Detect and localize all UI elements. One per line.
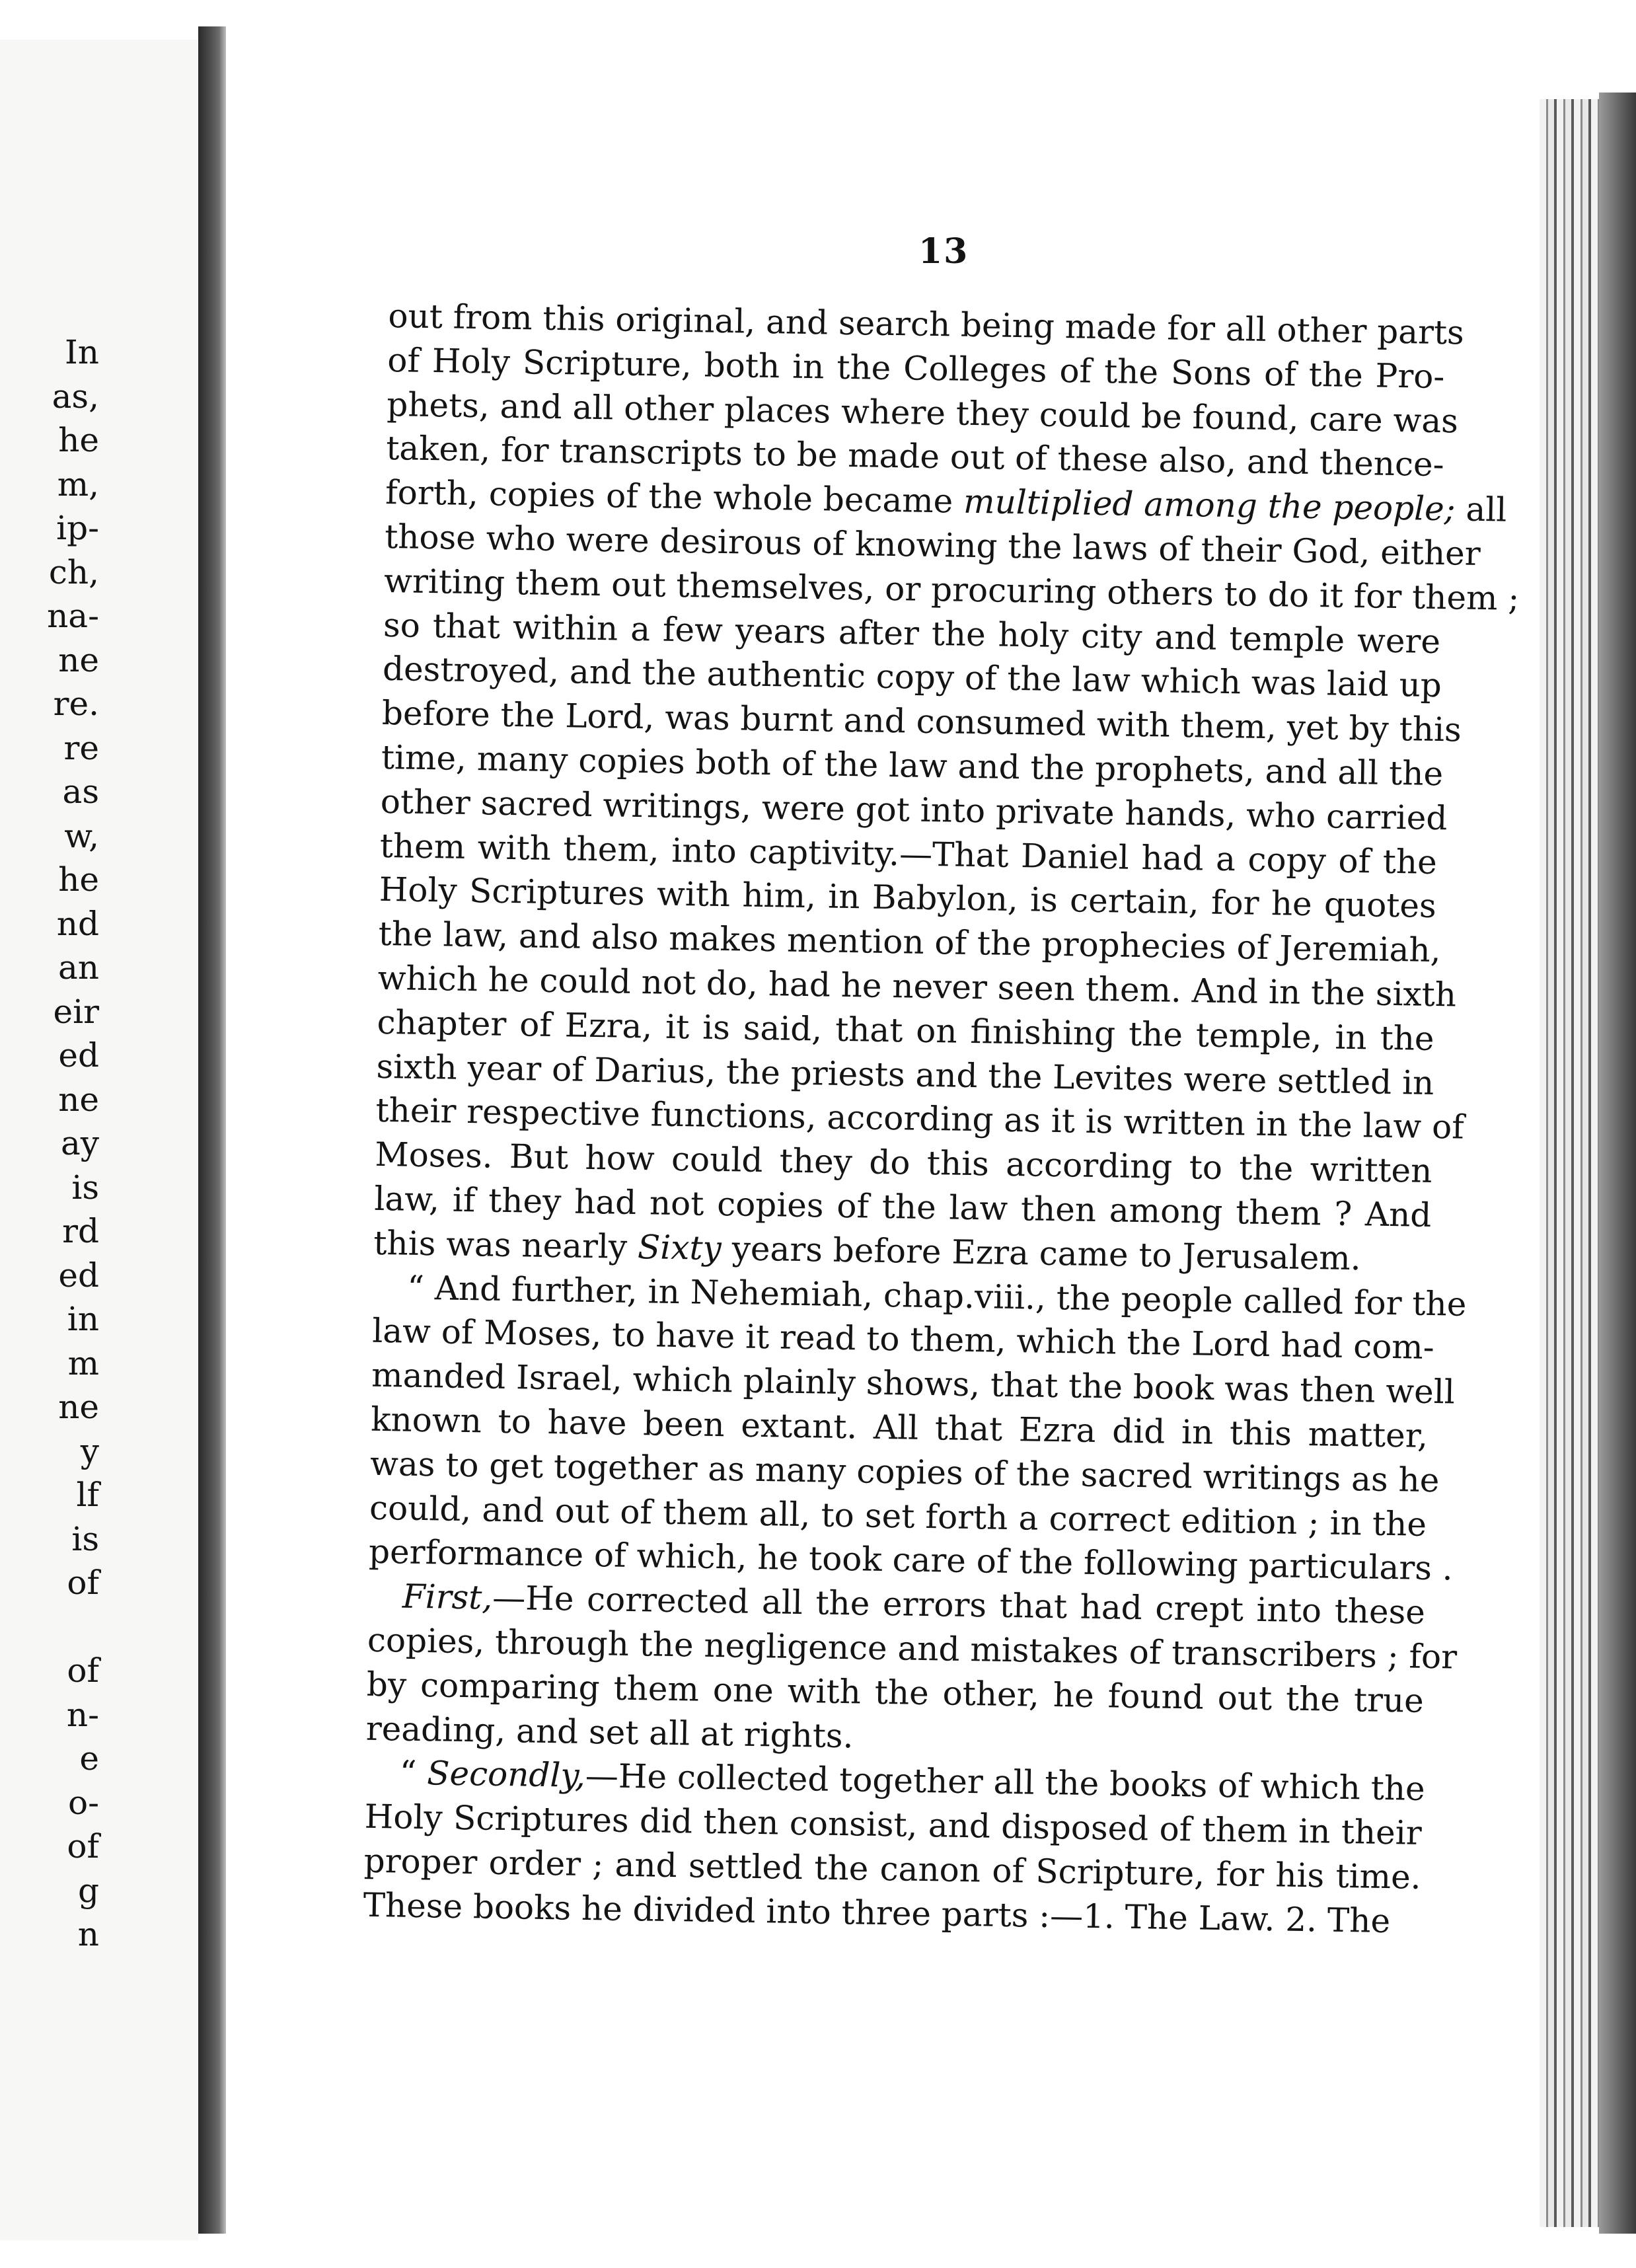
left-page-fragment: y (80, 1431, 99, 1470)
left-page-fragment: re. (53, 685, 99, 723)
emphasis-text: Sixty (637, 1227, 722, 1267)
text-line: by comparing them one with the other, he found out the true (366, 1665, 1425, 1720)
left-page-fragment: of (67, 1651, 99, 1690)
left-page-fragment: ne (58, 1080, 99, 1119)
left-page-fragment: is (71, 1168, 99, 1207)
left-page-fragment: as, (52, 377, 99, 416)
text-line: taken, for transcripts to be made out of these also, and thence- (385, 429, 1444, 484)
left-page-fragment: lf (76, 1476, 99, 1514)
text-line: Moses. But how could they do this according to the written (375, 1135, 1432, 1191)
text-line: law of Moses, to have it read to them, which the Lord had com- (371, 1312, 1435, 1367)
emphasis-text: Secondly, (426, 1754, 586, 1796)
text-line: These books he divided into three parts :—1. The Law. 2. The (363, 1885, 1391, 1940)
left-page-fragment: g (77, 1871, 99, 1910)
book-gutter (198, 26, 226, 2234)
text-line: of Holy Scripture, both in the Colleges of the Sons of the Pro- (387, 340, 1445, 396)
left-page-text-fragments (0, 330, 99, 1957)
text-line: copies, through the negligence and mistakes of transcribers ; for (367, 1620, 1458, 1677)
text-segment: “ (399, 1753, 428, 1793)
left-page-fragment: ne (58, 1388, 99, 1426)
left-page-fragment: is (71, 1519, 99, 1558)
text-line: could, and out of them all, to set forth a correct edition ; in the (369, 1488, 1427, 1544)
left-page-fragment: ch, (48, 552, 99, 591)
left-page-fragment: ne (58, 640, 99, 679)
text-segment: this was nearly (373, 1223, 638, 1266)
text-segment: all (1455, 490, 1507, 529)
emphasis-text: multiplied among the people; (963, 482, 1456, 529)
left-page-fragment: he (58, 860, 99, 899)
text-line: destroyed, and the authentic copy of the law which was laid up (382, 650, 1442, 705)
text-line: which he could not do, had he never seen them. And in the sixth (377, 958, 1457, 1014)
left-page-fragment: In (65, 333, 99, 371)
left-page-fragment: as (62, 773, 99, 811)
text-line: out from this original, and search being made for all other parts (388, 296, 1465, 352)
left-page-edge (0, 40, 198, 2240)
left-page-fragment: m (67, 1343, 99, 1382)
text-segment: years before Ezra came to Jerusalem. (721, 1228, 1362, 1278)
left-page-fragment (0, 1605, 99, 1649)
text-line: manded Israel, which plainly shows, that the book was then well (371, 1355, 1456, 1412)
text-line: phets, and all other places where they could be found, care was (386, 385, 1459, 441)
text-line: so that within a few years after the holy city and temple were (383, 605, 1441, 661)
left-page-fragment: eir (53, 992, 99, 1031)
text-line: before the Lord, was burnt and consumed with them, yet by this (381, 694, 1462, 749)
text-line: known to have been extant. All that Ezra did in this matter, (370, 1400, 1429, 1455)
left-page-fragment: of (67, 1827, 99, 1866)
text-line: them with them, into captivity.—That Daniel had a copy of the (379, 826, 1438, 882)
text-line: “ And further, in Nehemiah, chap.viii., the people called for the (406, 1268, 1467, 1324)
text-segment: —He collected together all the books of which the (585, 1757, 1426, 1809)
text-line: law, if they had not copies of the law then among them ? And (374, 1179, 1432, 1234)
text-line: those who were desirous of knowing the laws of their God, either (384, 517, 1481, 573)
text-line: was to get together as many copies of the sacred writings as he (369, 1444, 1440, 1499)
text-segment: forth, copies of the whole became (385, 473, 964, 521)
left-page-fragment: n- (66, 1695, 99, 1734)
left-page-fragment: he (58, 421, 99, 459)
left-page-fragment: rd (62, 1212, 99, 1250)
text-segment: —He corrected all the errors that had crept into these (492, 1578, 1426, 1632)
text-line: writing them out themselves, or procuring others to do it for them ; (383, 561, 1520, 618)
emphasis-text: First, (402, 1577, 493, 1617)
text-line: chapter of Ezra, it is said, that on finishing the temple, in the (377, 1002, 1434, 1058)
left-page-fragment: m, (57, 465, 99, 504)
left-page-fragment: ed (58, 1036, 99, 1075)
text-line: the law, and also makes mention of the prophecies of Jeremiah, (378, 915, 1441, 970)
left-page-fragment: ed (58, 1256, 99, 1295)
left-page-fragment: w, (64, 816, 99, 855)
left-page-fragment: ay (60, 1124, 99, 1162)
left-page-fragment: in (67, 1300, 99, 1338)
text-line: proper order ; and settled the canon of Scripture, for his time. (363, 1841, 1422, 1897)
left-page-fragment: re (63, 728, 99, 767)
text-line: performance of which, he took care of the following particulars . (368, 1532, 1454, 1588)
page-number: 13 (918, 231, 969, 272)
text-line: Holy Scriptures with him, in Babylon, is certain, for he quotes (379, 870, 1437, 926)
text-line: time, many copies both of the law and the prophets, and all the (381, 737, 1444, 794)
left-page-fragment: na- (47, 597, 99, 635)
left-page-fragment: n (77, 1915, 99, 1953)
text-line: reading, and set all at rights. (365, 1709, 854, 1755)
text-line: sixth year of Darius, the priests and the Levites were settled in (376, 1047, 1434, 1102)
text-line: Holy Scriptures did then consist, and disposed of them in their (364, 1797, 1423, 1852)
page-text (363, 294, 1520, 1944)
text-line: their respective functions, according as it is written in the law of (375, 1091, 1465, 1147)
book-cover-edge (1599, 93, 1636, 2234)
left-page-fragment: of (67, 1564, 99, 1602)
left-page-fragment: nd (56, 904, 99, 943)
left-page-fragment: ip- (56, 509, 99, 547)
left-page-fragment: an (57, 948, 99, 987)
left-page-fragment: e (79, 1739, 99, 1778)
text-line: other sacred writings, were got into private hands, who carried (380, 782, 1448, 838)
left-page-fragment: o- (68, 1783, 99, 1822)
